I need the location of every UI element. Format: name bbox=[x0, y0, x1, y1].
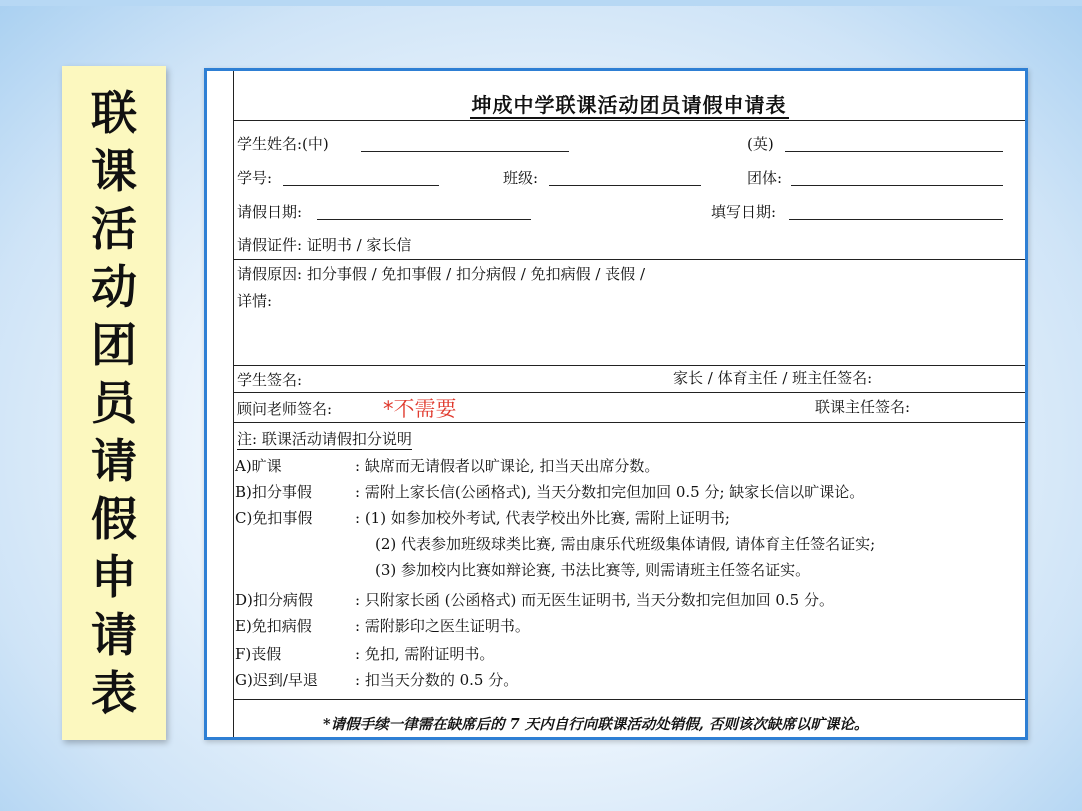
divider bbox=[233, 422, 1025, 423]
group-blank bbox=[791, 185, 1003, 186]
rule-text: : 需附影印之医生证明书。 bbox=[355, 617, 530, 635]
side-title-char: 表 bbox=[91, 666, 137, 720]
rule-text: : 扣当天分数的 0.5 分。 bbox=[355, 671, 519, 689]
details-label: 详情: bbox=[237, 292, 273, 310]
student-no-label: 学号: bbox=[237, 169, 273, 187]
rule-text: : 免扣, 需附证明书。 bbox=[355, 645, 495, 663]
leave-form-image bbox=[204, 68, 1028, 740]
rule-key: G)迟到/早退 bbox=[235, 671, 318, 689]
name-cn-label: 学生姓名:(中) bbox=[237, 135, 329, 153]
class-label: 班级: bbox=[503, 169, 539, 187]
reason-label: 请假原因: 扣分事假 / 免扣事假 / 扣分病假 / 免扣病假 / 丧假 / bbox=[237, 265, 646, 283]
rule-key: C)免扣事假 bbox=[235, 509, 313, 527]
rule-text: : 缺席而无请假者以旷课论, 扣当天出席分数。 bbox=[355, 457, 660, 475]
side-title-char: 活 bbox=[91, 202, 137, 256]
rule-key: D)扣分病假 bbox=[235, 591, 313, 609]
top-stripe bbox=[0, 0, 1082, 6]
rule-key: F)丧假 bbox=[235, 645, 282, 663]
side-title bbox=[62, 66, 166, 740]
student-sign-label: 学生签名: bbox=[237, 371, 303, 389]
side-title-char: 团 bbox=[91, 318, 137, 372]
rule-text: : 只附家长函 (公函格式) 而无医生证明书, 当天分数扣完但加回 0.5 分。 bbox=[355, 591, 834, 609]
side-title-char: 联 bbox=[91, 86, 137, 140]
rule-text: (2) 代表参加班级球类比赛, 需由康乐代班级集体请假, 请体育主任签名证实; bbox=[375, 535, 876, 553]
fill-date-label: 填写日期: bbox=[711, 203, 777, 221]
student-no-blank bbox=[283, 185, 439, 186]
advisor-not-required-note: *不需要 bbox=[383, 397, 457, 421]
rule-key: B)扣分事假 bbox=[235, 483, 312, 501]
side-title-char: 员 bbox=[91, 376, 137, 430]
club-sign-label: 联课主任签名: bbox=[815, 398, 911, 416]
rule-text: : 需附上家长信(公函格式), 当天分数扣完但加回 0.5 分; 缺家长信以旷课论。 bbox=[355, 483, 865, 501]
side-title-char: 请 bbox=[91, 434, 137, 488]
group-label: 团体: bbox=[747, 169, 783, 187]
name-cn-blank bbox=[361, 151, 569, 152]
proof-label: 请假证件: 证明书 / 家长信 bbox=[237, 236, 412, 254]
side-title-char: 请 bbox=[91, 608, 137, 662]
divider bbox=[233, 365, 1025, 366]
name-en-blank bbox=[785, 151, 1003, 152]
rule-text: : (1) 如参加校外考试, 代表学校出外比赛, 需附上证明书; bbox=[355, 509, 730, 527]
advisor-sign-label: 顾问老师签名: bbox=[237, 400, 333, 418]
rule-key: E)免扣病假 bbox=[235, 617, 312, 635]
side-title-char: 课 bbox=[91, 144, 137, 198]
class-blank bbox=[549, 185, 701, 186]
divider bbox=[233, 699, 1025, 700]
name-en-label: (英) bbox=[747, 135, 774, 153]
leave-date-label: 请假日期: bbox=[237, 203, 303, 221]
side-title-char: 申 bbox=[91, 550, 137, 604]
form-left-border bbox=[233, 71, 234, 737]
side-title-char: 动 bbox=[91, 260, 137, 314]
fill-date-blank bbox=[789, 219, 1003, 220]
divider bbox=[233, 120, 1025, 121]
divider bbox=[233, 259, 1025, 260]
divider bbox=[233, 392, 1025, 393]
rule-key: A)旷课 bbox=[235, 457, 282, 475]
rule-text: (3) 参加校内比赛如辩论赛, 书法比赛等, 则需请班主任签名证实。 bbox=[375, 561, 811, 579]
leave-form bbox=[233, 71, 1025, 737]
notes-title: 注: 联课活动请假扣分说明 bbox=[237, 430, 412, 448]
parent-sign-label: 家长 / 体育主任 / 班主任签名: bbox=[673, 369, 873, 387]
form-title: 坤成中学联课活动团员请假申请表 bbox=[471, 93, 787, 117]
form-footer-note: *请假手续一律需在缺席后的 7 天内自行向联课活动处销假, 否则该次缺席以旷课论。 bbox=[323, 716, 869, 733]
side-title-char: 假 bbox=[91, 492, 137, 546]
leave-date-blank bbox=[317, 219, 531, 220]
